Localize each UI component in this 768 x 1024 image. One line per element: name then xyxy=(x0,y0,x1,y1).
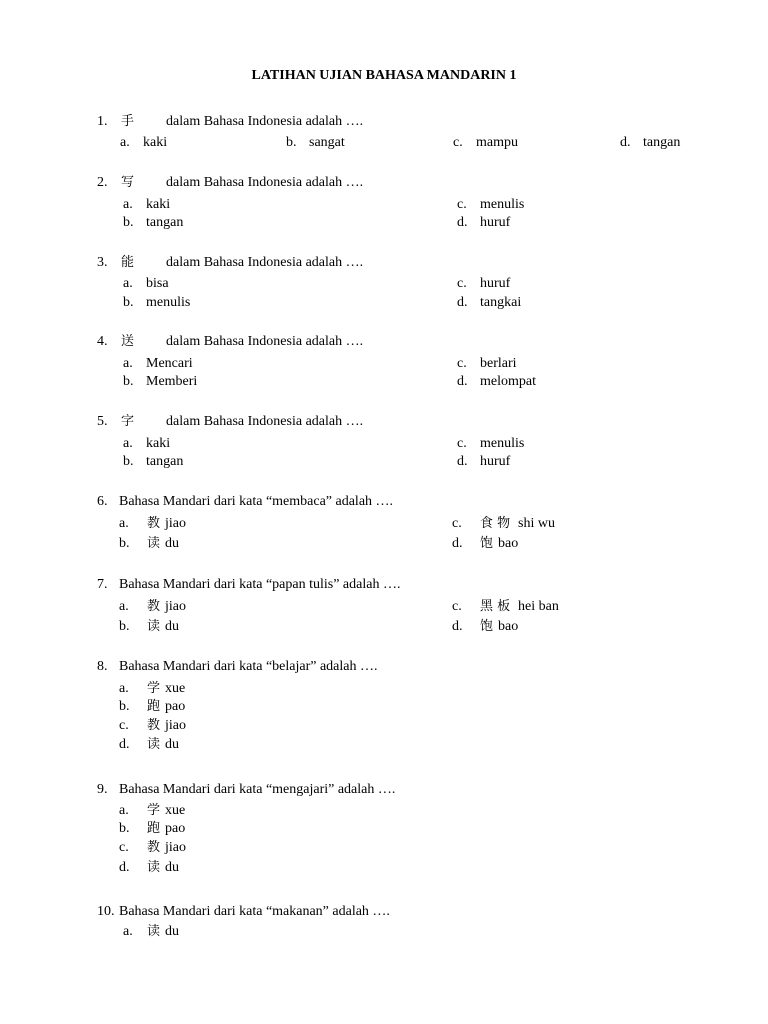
option-letter: d. xyxy=(457,374,468,389)
question-text: Bahasa Mandari dari kata “makanan” adalah …. xyxy=(119,904,390,919)
option-text: du xyxy=(165,924,179,939)
option-letter: a. xyxy=(123,924,133,939)
option-letter: d. xyxy=(119,737,130,752)
option-text: tangkai xyxy=(480,295,522,310)
question-number: 2. xyxy=(97,175,108,190)
option-text: du xyxy=(165,619,179,634)
option-letter: d. xyxy=(457,454,468,469)
question-character: 写 xyxy=(121,175,135,190)
option-letter: b. xyxy=(119,699,130,714)
option-letter: b. xyxy=(123,215,134,230)
option-character: 饱 xyxy=(480,536,494,551)
option-letter: d. xyxy=(119,860,130,875)
option-letter: d. xyxy=(457,295,468,310)
option-text: huruf xyxy=(480,215,511,230)
question-text: Bahasa Mandari dari kata “papan tulis” adalah …. xyxy=(119,577,401,592)
option-letter: a. xyxy=(119,803,129,818)
option-text: hei ban xyxy=(518,599,559,614)
option-text: bao xyxy=(498,536,519,551)
option-letter: a. xyxy=(120,135,130,150)
question-character: 手 xyxy=(121,114,135,129)
option-letter: c. xyxy=(119,718,129,733)
option-letter: b. xyxy=(123,295,134,310)
option-letter: c. xyxy=(457,276,467,291)
question-character: 送 xyxy=(121,334,135,349)
option-text: mampu xyxy=(476,135,518,150)
option-text: melompat xyxy=(480,374,536,389)
option-character: 教 xyxy=(147,718,161,733)
option-character: 读 xyxy=(147,536,161,551)
option-letter: b. xyxy=(119,821,130,836)
option-character: 学 xyxy=(147,803,161,818)
option-text: kaki xyxy=(143,135,168,150)
question-number: 4. xyxy=(97,334,108,349)
option-text: huruf xyxy=(480,454,511,469)
option-character: 读 xyxy=(147,619,161,634)
question-text: dalam Bahasa Indonesia adalah …. xyxy=(166,334,364,349)
option-letter: c. xyxy=(119,840,129,855)
option-character: 跑 xyxy=(147,699,161,714)
option-text: jiao xyxy=(165,599,186,614)
option-letter: c. xyxy=(457,356,467,371)
option-letter: b. xyxy=(119,536,130,551)
option-text: du xyxy=(165,536,179,551)
option-text: kaki xyxy=(146,197,171,212)
question-text: Bahasa Mandari dari kata “mengajari” adalah …. xyxy=(119,782,396,797)
option-text: huruf xyxy=(480,276,511,291)
option-text: Mencari xyxy=(146,356,193,371)
question-number: 6. xyxy=(97,494,108,509)
option-text: pao xyxy=(165,821,186,836)
question-number: 1. xyxy=(97,114,108,129)
option-letter: d. xyxy=(620,135,631,150)
option-letter: c. xyxy=(457,436,467,451)
option-text: tangan xyxy=(146,454,184,469)
question-text: dalam Bahasa Indonesia adalah …. xyxy=(166,175,364,190)
option-text: menulis xyxy=(146,295,191,310)
option-text: menulis xyxy=(480,436,525,451)
option-letter: c. xyxy=(457,197,467,212)
option-text: bisa xyxy=(146,276,169,291)
option-text: Memberi xyxy=(146,374,198,389)
option-letter: b. xyxy=(123,374,134,389)
option-character: 学 xyxy=(147,681,161,696)
option-character: 读 xyxy=(147,737,161,752)
option-text: kaki xyxy=(146,436,171,451)
option-letter: d. xyxy=(452,619,463,634)
option-character: 教 xyxy=(147,840,161,855)
option-letter: d. xyxy=(457,215,468,230)
option-character: 读 xyxy=(147,924,161,939)
option-letter: a. xyxy=(123,276,133,291)
option-text: jiao xyxy=(165,516,186,531)
option-character: 黑 板 xyxy=(480,599,511,614)
question-text: Bahasa Mandari dari kata “membaca” adalah …. xyxy=(119,494,394,509)
option-text: pao xyxy=(165,699,186,714)
option-letter: d. xyxy=(452,536,463,551)
question-character: 字 xyxy=(121,414,135,429)
option-letter: a. xyxy=(119,681,129,696)
option-letter: b. xyxy=(119,619,130,634)
question-character: 能 xyxy=(121,255,135,270)
document-title: LATIHAN UJIAN BAHASA MANDARIN 1 xyxy=(251,68,517,83)
question-text: dalam Bahasa Indonesia adalah …. xyxy=(166,414,364,429)
question-number: 7. xyxy=(97,577,108,592)
option-text: menulis xyxy=(480,197,525,212)
option-letter: a. xyxy=(119,599,129,614)
option-character: 饱 xyxy=(480,619,494,634)
question-number: 10. xyxy=(97,904,115,919)
option-letter: a. xyxy=(123,356,133,371)
option-text: tangan xyxy=(643,135,681,150)
question-number: 3. xyxy=(97,255,108,270)
option-letter: c. xyxy=(452,599,462,614)
question-number: 5. xyxy=(97,414,108,429)
option-letter: a. xyxy=(123,436,133,451)
option-letter: a. xyxy=(119,516,129,531)
option-letter: c. xyxy=(453,135,463,150)
question-text: Bahasa Mandari dari kata “belajar” adalah …. xyxy=(119,659,378,674)
option-text: shi wu xyxy=(518,516,555,531)
option-text: du xyxy=(165,737,179,752)
option-character: 食 物 xyxy=(480,516,511,531)
option-character: 跑 xyxy=(147,821,161,836)
option-text: berlari xyxy=(480,356,517,371)
option-text: xue xyxy=(165,803,186,818)
option-letter: b. xyxy=(123,454,134,469)
option-text: tangan xyxy=(146,215,184,230)
option-letter: c. xyxy=(452,516,462,531)
option-letter: b. xyxy=(286,135,297,150)
option-text: jiao xyxy=(165,840,186,855)
option-character: 教 xyxy=(147,516,161,531)
question-text: dalam Bahasa Indonesia adalah …. xyxy=(166,255,364,270)
option-text: bao xyxy=(498,619,519,634)
question-number: 8. xyxy=(97,659,108,674)
option-text: jiao xyxy=(165,718,186,733)
question-text: dalam Bahasa Indonesia adalah …. xyxy=(166,114,364,129)
question-number: 9. xyxy=(97,782,108,797)
option-text: xue xyxy=(165,681,186,696)
option-character: 读 xyxy=(147,860,161,875)
option-text: du xyxy=(165,860,179,875)
option-letter: a. xyxy=(123,197,133,212)
option-character: 教 xyxy=(147,599,161,614)
option-text: sangat xyxy=(309,135,345,150)
